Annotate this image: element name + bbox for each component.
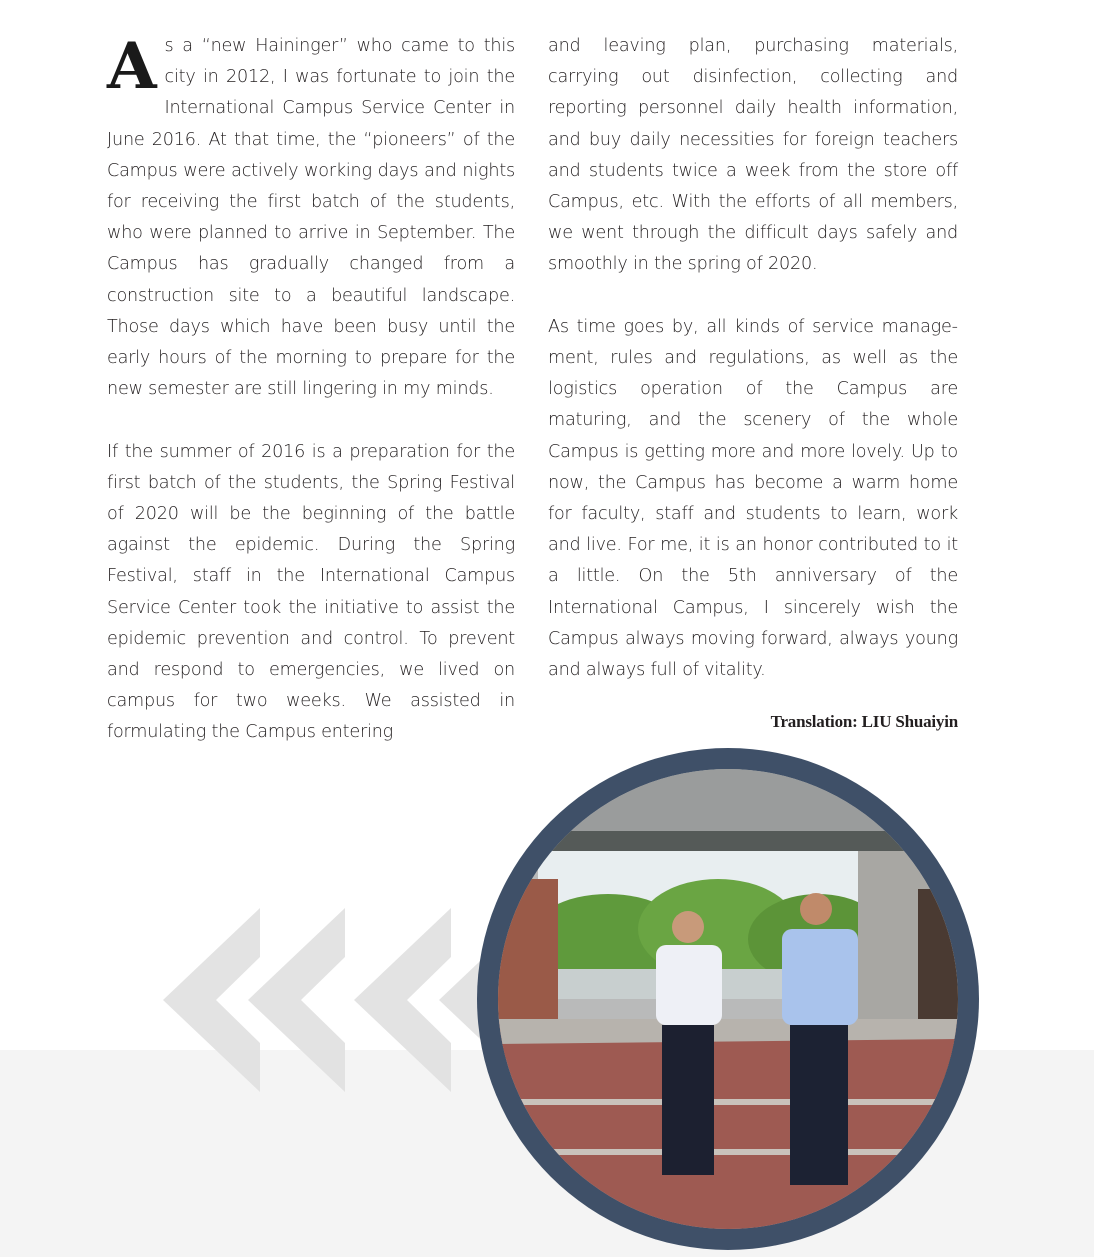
paragraph-1 (107, 31, 515, 405)
photo-frame (477, 748, 979, 1250)
drop-cap: A (107, 29, 157, 104)
paragraph-2: If the summer of 2016 is a preparation for the first batch of the students, the Spring Festival of 2020 will be the beginning of the battle against the epidemic. During the Spring Festival, staff in the International Campus Service Center took the initiative to assist the epidemic prevention and control. To prevent and respond to emergencies, we lived on campus for two weeks. We assisted in formulating the Campus entering (107, 441, 515, 743)
right-column (548, 31, 958, 737)
chevron-3 (354, 908, 451, 1092)
left-column (107, 31, 515, 780)
paragraph-4: As time goes by, all kinds of service management, rules and regulations, as well as the logistics operation of the Campus are maturing, and the scenery of the whole Campus is getting more and more lovely. Up to now, the Campus has become a warm home for faculty, staff and students to learn, work and live. For me, it is an honor contributed to it a little. On the 5th anniversary of the International Campus, I sincerely wish the Campus always moving forward, always young and always full of vitality. (548, 316, 958, 681)
chevron-2 (248, 908, 345, 1092)
double-chevron-left-icon (160, 905, 520, 1095)
photo-illustration (498, 769, 958, 1229)
paragraph-1-text: s a “new Haininger” who came to this city in 2012, I was fortunate to join the International Campus Service Center in June 2016. At that time, the “pioneers” of the Campus were actively working days and nights for receiving the first batch of the students, who were planned to arrive in September. The Campus has gradually changed from a construction site to a beautiful landscape. Those days which have been busy until the early hours of the morning to prepare for the new semester are still lingering in my minds. (107, 36, 515, 400)
chevron-1 (163, 908, 260, 1092)
campus-photo (498, 769, 958, 1229)
paragraph-3: and leaving plan, purchasing materials, carrying out disinfection, collecting and reporting personnel daily health information, and buy daily necessities for foreign teachers and students twice a week from the store off Campus, etc. With the efforts of all members, we went through the difficult days safely and smoothly in the spring of 2020. (548, 36, 958, 275)
translation-credit: Translation: LIU Shuaiyin (770, 712, 958, 732)
